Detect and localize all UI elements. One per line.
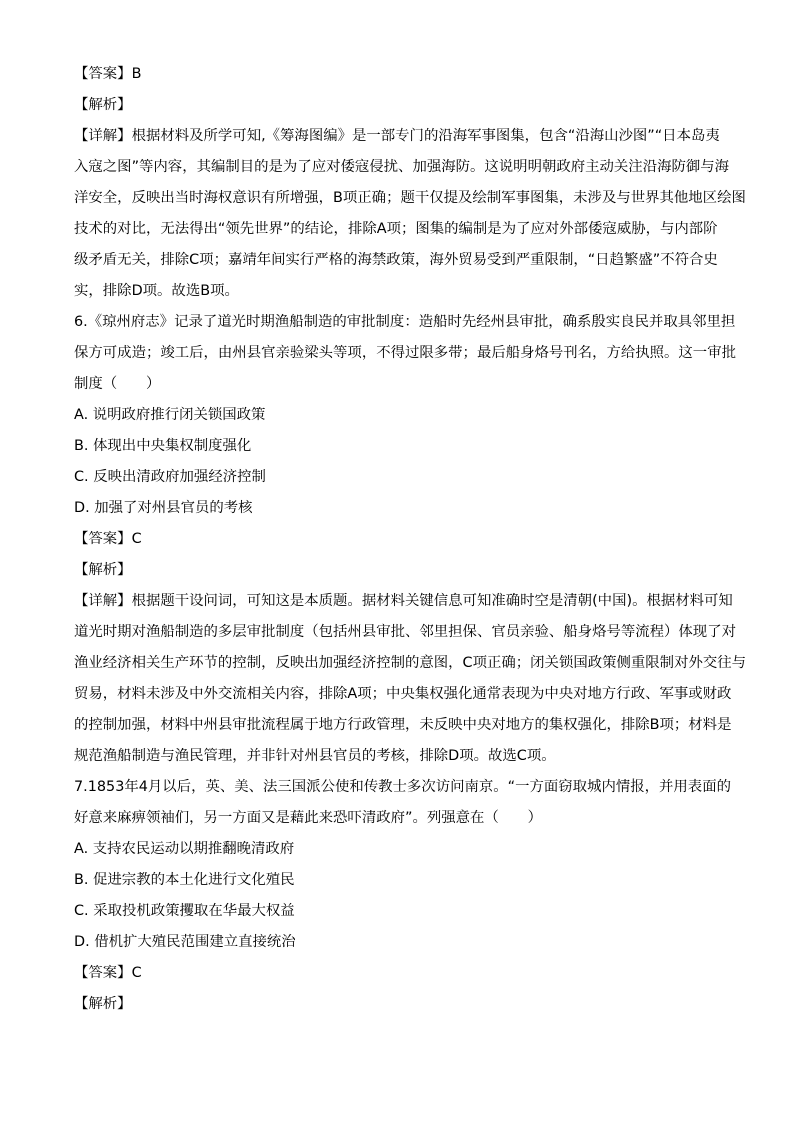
option-b: B. 体现出中央集权制度强化 <box>74 438 252 454</box>
explanation-line: 渔业经济相关生产环节的控制，反映出加强经济控制的意图，C项正确；闭关锁国政策侧重限制对外交往与 <box>74 655 747 671</box>
document-page <box>74 64 747 1025</box>
question-stem-line: 制度（ ） <box>74 376 161 392</box>
explanation-line: 贸易，材料未涉及中外交流相关内容，排除A项；中央集权强化通常表现为中央对地方行政、军事或财政 <box>74 686 732 702</box>
explanation-line: 的控制加强，材料中州县审批流程属于地方行政管理，未反映中央对地方的集权强化，排除B项；材料是 <box>74 717 732 733</box>
explanation-line: 【详解】根据题干设问词，可知这是本质题。据材料关键信息可知准确时空是清朝(中国)。根据材料可知 <box>74 593 733 609</box>
explanation-line: 【详解】根据材料及所学可知,《筹海图编》是一部专门的沿海军事图集，包含“沿海山沙图”“日本岛夷 <box>74 128 720 144</box>
analysis-label: 【解析】 <box>74 97 132 113</box>
answer-label: 【答案】C <box>74 965 142 981</box>
option-c: C. 采取投机政策攫取在华最大权益 <box>74 903 295 919</box>
question-stem-line: 好意来麻痹领袖们，另一方面又是藉此来恐吓清政府”。列强意在（ ） <box>74 810 542 826</box>
explanation-line: 级矛盾无关，排除C项；嘉靖年间实行严格的海禁政策，海外贸易受到严重限制，“日趋繁盛”不符合史 <box>74 252 718 268</box>
option-d: D. 加强了对州县官员的考核 <box>74 500 253 516</box>
analysis-label: 【解析】 <box>74 996 132 1012</box>
explanation-line: 规范渔船制造与渔民管理，并非针对州县官员的考核，排除D项。故选C项。 <box>74 748 556 764</box>
option-d: D. 借机扩大殖民范围建立直接统治 <box>74 934 296 950</box>
explanation-line: 洋安全，反映出当时海权意识有所增强，B项正确；题干仅提及绘制军事图集，未涉及与世界其他地区绘图 <box>74 190 746 206</box>
option-b: B. 促进宗教的本土化进行文化殖民 <box>74 872 295 888</box>
option-a: A. 说明政府推行闭关锁国政策 <box>74 407 266 423</box>
analysis-label: 【解析】 <box>74 562 132 578</box>
option-a: A. 支持农民运动以期推翻晚清政府 <box>74 841 295 857</box>
explanation-line: 实，排除D项。故选B项。 <box>74 283 239 299</box>
question-stem-line: 保方可成造；竣工后，由州县官亲验梁头等项，不得过限多带；最后船身烙号刊名，方给执照。这一审批 <box>74 345 736 361</box>
explanation-line: 入寇之图”等内容，其编制目的是为了应对倭寇侵扰、加强海防。这说明明朝政府主动关注沿海防御与海 <box>74 159 730 175</box>
answer-label: 【答案】B <box>74 66 142 82</box>
explanation-line: 技术的对比，无法得出“领先世界”的结论，排除A项；图集的编制是为了应对外部倭寇威胁，与内部阶 <box>74 221 718 237</box>
question-stem-line: 6.《琼州府志》记录了道光时期渔船制造的审批制度：造船时先经州县审批，确系殷实良民并取具邻里担 <box>74 314 736 330</box>
answer-label: 【答案】C <box>74 531 142 547</box>
option-c: C. 反映出清政府加强经济控制 <box>74 469 266 485</box>
question-stem-line: 7.1853年4月以后，英、美、法三国派公使和传教士多次访问南京。“一方面窃取城内情报，并用表面的 <box>74 779 731 795</box>
explanation-line: 道光时期对渔船制造的多层审批制度（包括州县审批、邻里担保、官员亲验、船身烙号等流程）体现了对 <box>74 624 736 640</box>
